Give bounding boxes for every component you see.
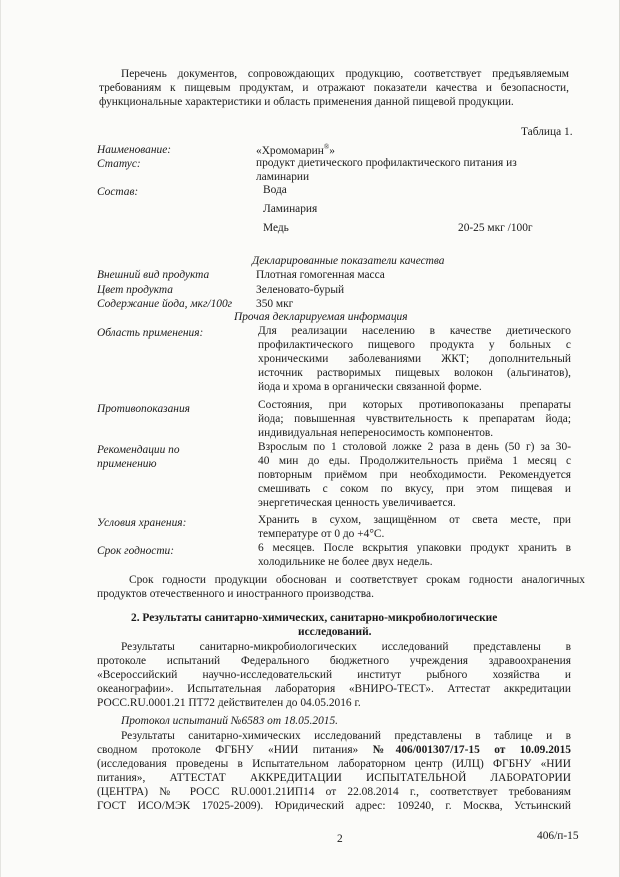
other-header: Прочая декларируемая информация (234, 311, 408, 323)
status-value: продукт диетического профилактического питания из ламинарии (256, 157, 517, 183)
shelf-note: Срок годности продукции обоснован и соответствует срокам годности аналогичных продуктов отечественного и иностранного производства. (97, 574, 585, 600)
section2-title-cont: исследований. (298, 626, 372, 638)
name-value: «Хромомарин®» (256, 143, 335, 157)
intro-line: Перечень документов, сопровождающих продукцию, соответствует предъявляемым (121, 68, 569, 80)
document-code: 406/п-15 (537, 830, 579, 842)
intro-line: функциональные характеристики и область применения данной пищевой продукции. (99, 96, 514, 108)
storage-label: Условия хранения: (97, 517, 187, 529)
table-caption: Таблица 1. (521, 126, 573, 138)
composition-item: Ламинария (263, 203, 318, 215)
intro-paragraph (99, 67, 569, 81)
section2-title: 2. Результаты санитарно-химических, санитарно-микробиологические (131, 612, 498, 624)
contra-label: Противопоказания (97, 403, 190, 415)
appearance-label: Внешний вид продукта (97, 269, 210, 281)
color-value: Зеленовато-бурый (256, 284, 345, 296)
intro-paragraph-cont (99, 81, 569, 109)
iodine-label: Содержание йода, мкг/100г (97, 298, 233, 310)
application-label: Область применения: (97, 327, 204, 339)
iodine-value: 350 мкг (256, 298, 294, 310)
recommend-label: Рекомендации по применению (97, 444, 180, 470)
composition-label: Состав: (97, 186, 139, 198)
name-label: Наименование: (97, 144, 172, 156)
intro-line: требованиям к пищевым продуктам, и отражают показатели качества и безопасности, (99, 82, 569, 94)
protocol-reference: Протокол испытаний №6583 от 18.05.2015. (121, 715, 339, 727)
section2-para2: Результаты санитарно-химических исследований представлены в таблице и в сводном протоколе ФГБНУ «НИИ питания» №406/001307/17-15 от 10.09.2015 (исследования проведены в Испытательном лабораторном центр (ИЛЦ) ФГБНУ «НИИ питания», АТТЕСТАТ АККРЕДИТАЦИИ ИСПЫТАТЕЛЬНОЙ ЛАБОРАТОРИИ (ЦЕНТРА) № РОСС RU.0001.21ИП14 от 22.08.2014 г., соответствует требованиям ГОСТ ИСО/МЭК 17025-2009). Юридический адрес: 109240, г. Москва, Устьинский (97, 730, 571, 812)
page-number: 2 (337, 833, 343, 845)
recommend-value: Взрослым по 1 столовой ложке 2 раза в день (50 г) за 30- 40 мин до еды. Продолжительность приёма 1 месяц с повторным приёмом при необходимости. Рекомендуется смешивать с соком по вкусу, при этом пищевая и энергетическая ценность увеличивается. (258, 441, 571, 509)
status-label: Статус: (97, 158, 141, 170)
application-value: Для реализации населению в качестве диетического профилактического пищевого продукта у больных с хроническими заболеваниями ЖКТ; дополнительный источник растворимых пищевых волокон (альгинатов), йода и хрома в органически связанной форме. (258, 325, 571, 393)
contra-value: Состояния, при которых противопоказаны препараты йода; повышенная чувствительность к препаратам йода; индивидуальная непереносимость компонентов. (258, 399, 571, 439)
declared-header: Декларированные показатели качества (252, 255, 445, 267)
shelf-value: 6 месяцев. После вскрытия упаковки продукт хранить в холодильнике не более двух недель. (258, 542, 571, 568)
shelf-label: Срок годности: (97, 545, 175, 557)
storage-value: Хранить в сухом, защищённом от света месте, при температуре от 0 до +4°С. (258, 514, 571, 540)
appearance-value: Плотная гомогенная масса (256, 269, 385, 281)
composition-amount: 20-25 мкг /100г (458, 222, 533, 234)
section2-para1: Результаты санитарно-микробиологических исследований представлены в протоколе испытаний Федерального бюджетного учреждения здравоохранения «Всероссийский научно-исследовательский институт рыбного хозяйства и океанографии». Испытательная лаборатория «ВНИРО-ТЕСТ». Аттестат аккредитации РОСС.RU.0001.21 ПТ72 действителен до 04.05.2016 г. (97, 641, 571, 709)
composition-item: Вода (263, 184, 287, 196)
composition-item: Медь (263, 222, 289, 234)
color-label: Цвет продукта (97, 284, 173, 296)
